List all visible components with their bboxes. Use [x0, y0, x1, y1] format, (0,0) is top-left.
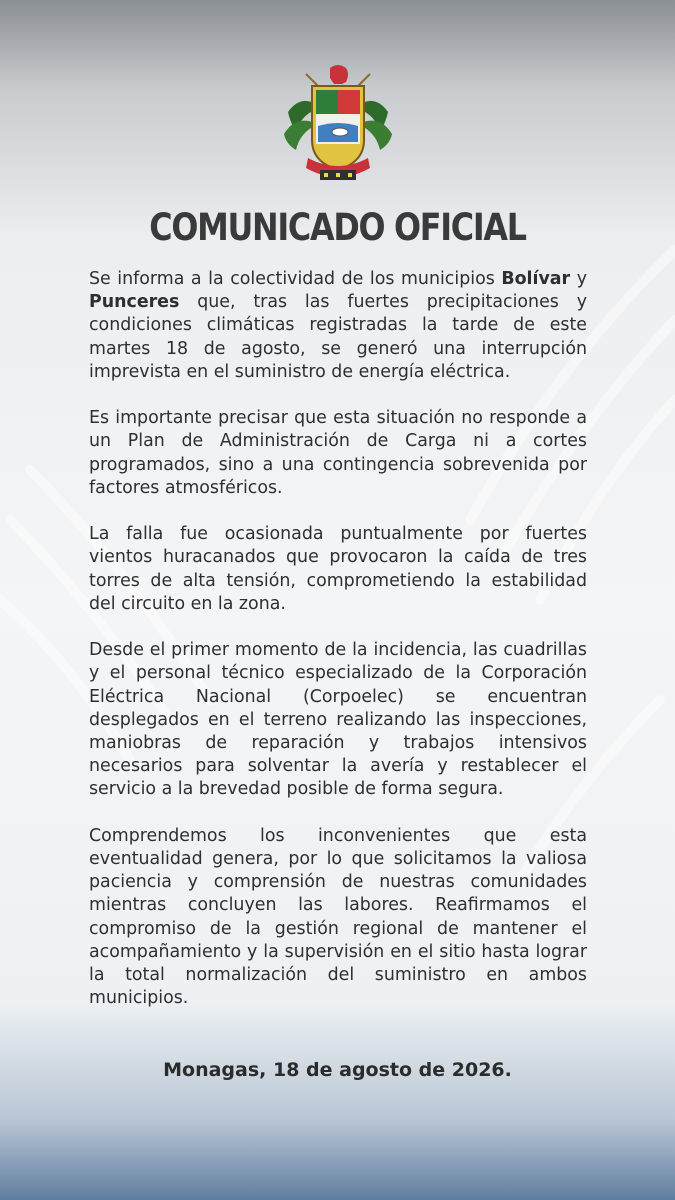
- paragraph-1-text-e: que, tras las fuertes precipitaciones y condiciones climáticas registradas la tarde de este martes 18 de agosto, se generó una interrupción imprevista en el suministro de energía eléctrica.: [89, 292, 587, 382]
- municipality-punceres: Punceres: [89, 292, 180, 313]
- paragraph-1: [89, 268, 587, 384]
- coat-of-arms-icon: [282, 62, 394, 192]
- paragraph-4: Desde el primer momento de la incidencia, las cuadrillas y el personal técnico especializado de la Corporación Eléctrica Nacional (Corpoelec) se encuentran desplegados en el terreno realizando las inspecciones, maniobras de reparación y trabajos intensivos necesarios para solventar la avería y restablecer el servicio a la brevedad posible de forma segura.: [89, 640, 587, 800]
- paragraph-1-text-c: y: [570, 269, 587, 289]
- paragraph-5: Comprendemos los inconvenientes que esta eventualidad genera, por lo que solicitamos la valiosa paciencia y comprensión de nuestras comunidades mientras concluyen las labores. Reafirmamos el compromiso de la gestión regional de mantener el acompañamiento y la supervisión en el sitio hasta lograr la total normalización del suministro en ambos municipios.: [89, 825, 587, 1009]
- paragraph-3: La falla fue ocasionada puntualmente por fuertes vientos huracanados que provocaron la caída de tres torres de alta tensión, comprometiendo la estabilidad del circuito en la zona.: [89, 524, 587, 614]
- paragraph-1-text-a: Se informa a la colectividad de los municipios: [89, 269, 502, 289]
- signoff-date: Monagas, 18 de agosto de 2026.: [163, 1059, 512, 1081]
- page-title: COMUNICADO OFICIAL: [149, 206, 526, 249]
- paragraph-2: Es importante precisar que esta situación no responde a un Plan de Administración de Carga ni a cortes programados, sino a una contingencia sobrevenida por factores atmosféricos.: [89, 408, 587, 498]
- communique-body: [89, 268, 587, 1034]
- municipality-bolivar: Bolívar: [501, 269, 571, 289]
